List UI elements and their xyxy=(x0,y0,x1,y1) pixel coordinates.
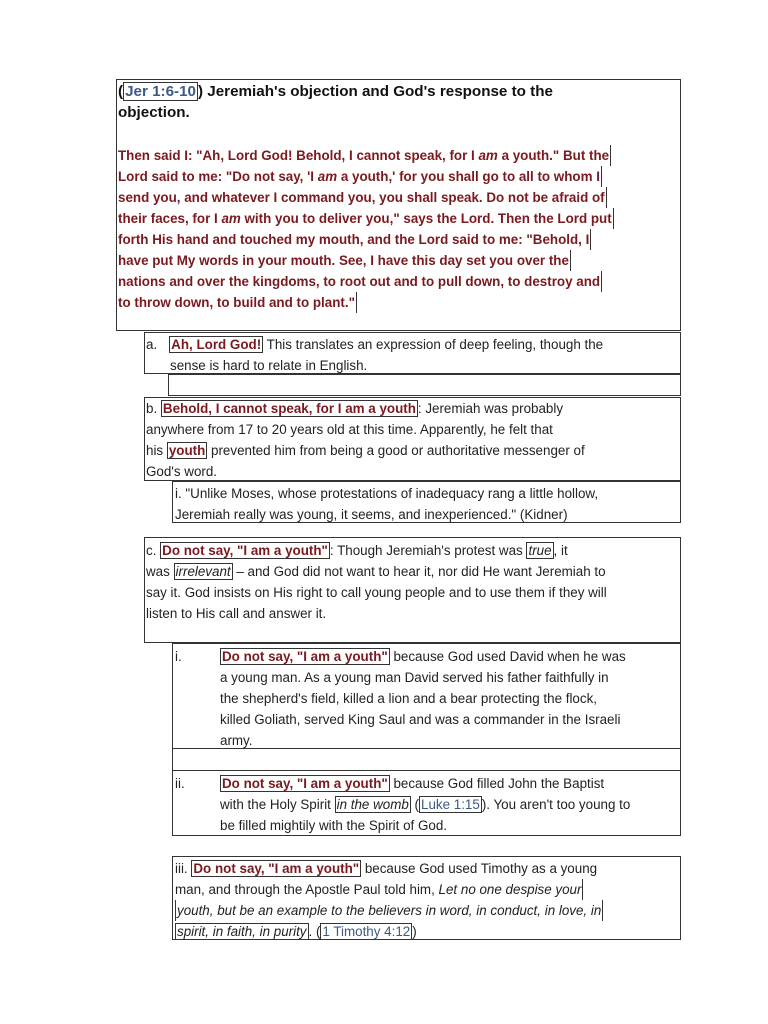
section-heading-line2: objection. xyxy=(118,104,190,121)
point-c-i-line4: killed Goliath, served King Saul and was a commander in the Israeli xyxy=(220,712,621,727)
highlight-phrase: Ah, Lord God! xyxy=(171,337,262,352)
point-c-i-line2: a young man. As a young man David served his father faithfully in xyxy=(220,670,609,685)
point-c-iii-line3 xyxy=(175,900,603,921)
verse-line: Lord said to me: "Do not say, 'I am a youth,' for you shall go to all to whom I xyxy=(118,166,602,187)
scripture-link-jer-1-6-10[interactable]: Jer 1:6-10 xyxy=(125,83,196,100)
verse-line: send you, and whatever I command you, you shall speak. Do not be afraid of xyxy=(118,187,607,208)
highlight-phrase: Do not say, "I am a youth" xyxy=(193,861,360,876)
highlight-phrase: Do not say, "I am a youth" xyxy=(222,776,388,791)
point-b-line1: b. Behold, I cannot speak, for I am a youth : Jeremiah was probably xyxy=(146,401,564,416)
point-c-ii-line3: be filled mightily with the Spirit of God. xyxy=(220,818,448,833)
point-c-i-line3: the shepherd's field, killed a lion and a bear protecting the flock, xyxy=(220,691,597,706)
scripture-link-luke-1-15[interactable]: Luke 1:15 xyxy=(421,797,480,812)
highlight-phrase: youth xyxy=(168,443,206,458)
verse-line: Then said I: "Ah, Lord God! Behold, I cannot speak, for I am a youth." But the xyxy=(118,145,611,166)
point-c-iii-line2: man, and through the Apostle Paul told him, Let no one despise your xyxy=(175,879,583,900)
emphasis-irrelevant: irrelevant xyxy=(175,564,231,579)
point-c-i-spacer xyxy=(172,749,681,771)
point-c-i-marker: i. xyxy=(175,649,182,664)
point-b-line2: anywhere from 17 to 20 years old at this time. Apparently, he felt that xyxy=(146,422,553,437)
section-heading: ( Jer 1:6-10 ) Jeremiah's objection and God's response to the xyxy=(118,83,553,100)
point-c-line1: c. Do not say, "I am a youth" : Though Jeremiah's protest was true , it xyxy=(146,543,568,558)
point-c-ii-marker: ii. xyxy=(175,776,185,791)
highlight-phrase: Do not say, "I am a youth" xyxy=(222,649,388,664)
kidner-quote-line2: Jeremiah really was young, it seems, and inexperienced." (Kidner) xyxy=(175,507,568,522)
verse-line: nations and over the kingdoms, to root out and to pull down, to destroy and xyxy=(118,271,602,292)
point-c-i-line1: Do not say, "I am a youth" because God used David when he was xyxy=(222,649,626,664)
point-b-line4: God's word. xyxy=(146,464,218,479)
emphasis-quote: Let no one despise your xyxy=(439,879,584,900)
point-c-iii-line4: spirit, in faith, in purity . ( 1 Timothy 4:12 ) xyxy=(177,924,417,939)
point-c-iii-line1: iii. Do not say, "I am a youth" because God used Timothy as a young xyxy=(175,861,598,876)
verse-line: their faces, for I am with you to deliver you," says the Lord. Then the Lord put xyxy=(118,208,614,229)
highlight-phrase: Behold, I cannot speak, for I am a youth xyxy=(162,401,416,416)
emphasis-in-the-womb: in the womb xyxy=(336,797,409,812)
point-c-ii-line2: with the Holy Spirit in the womb ( Luke 1:15 ). You aren't too young to xyxy=(220,797,631,812)
emphasis-quote: spirit, in faith, in purity xyxy=(177,924,307,939)
point-a-line2: sense is hard to relate in English. xyxy=(170,358,368,373)
point-c-line3: say it. God insists on His right to call young people and to use them if they will xyxy=(146,585,607,600)
highlight-phrase: Do not say, "I am a youth" xyxy=(162,543,328,558)
point-b-line3: his youth prevented him from being a good or authoritative messenger of xyxy=(146,443,585,458)
emphasis-quote: youth, but be an example to the believers in word, in conduct, in love, in xyxy=(175,900,603,921)
point-c-i-line5: army. xyxy=(220,733,253,748)
point-a-spacer xyxy=(168,374,681,396)
emphasis-true: true xyxy=(528,543,552,558)
point-a-line1: a. Ah, Lord God! This translates an expression of deep feeling, though the xyxy=(146,337,604,352)
scripture-link-1-timothy-4-12[interactable]: 1 Timothy 4:12 xyxy=(322,924,411,939)
point-c-line2: was irrelevant – and God did not want to hear it, nor did He want Jeremiah to xyxy=(146,564,606,579)
verse-line: forth His hand and touched my mouth, and the Lord said to me: "Behold, I xyxy=(118,229,591,250)
point-c-ii-line1: Do not say, "I am a youth" because God filled John the Baptist xyxy=(222,776,605,791)
kidner-quote-line1: i. "Unlike Moses, whose protestations of inadequacy rang a little hollow, xyxy=(175,486,599,501)
point-c-line4: listen to His call and answer it. xyxy=(146,606,327,621)
verse-line: have put My words in your mouth. See, I have this day set you over the xyxy=(118,250,571,271)
verse-line: to throw down, to build and to plant." xyxy=(118,292,357,313)
